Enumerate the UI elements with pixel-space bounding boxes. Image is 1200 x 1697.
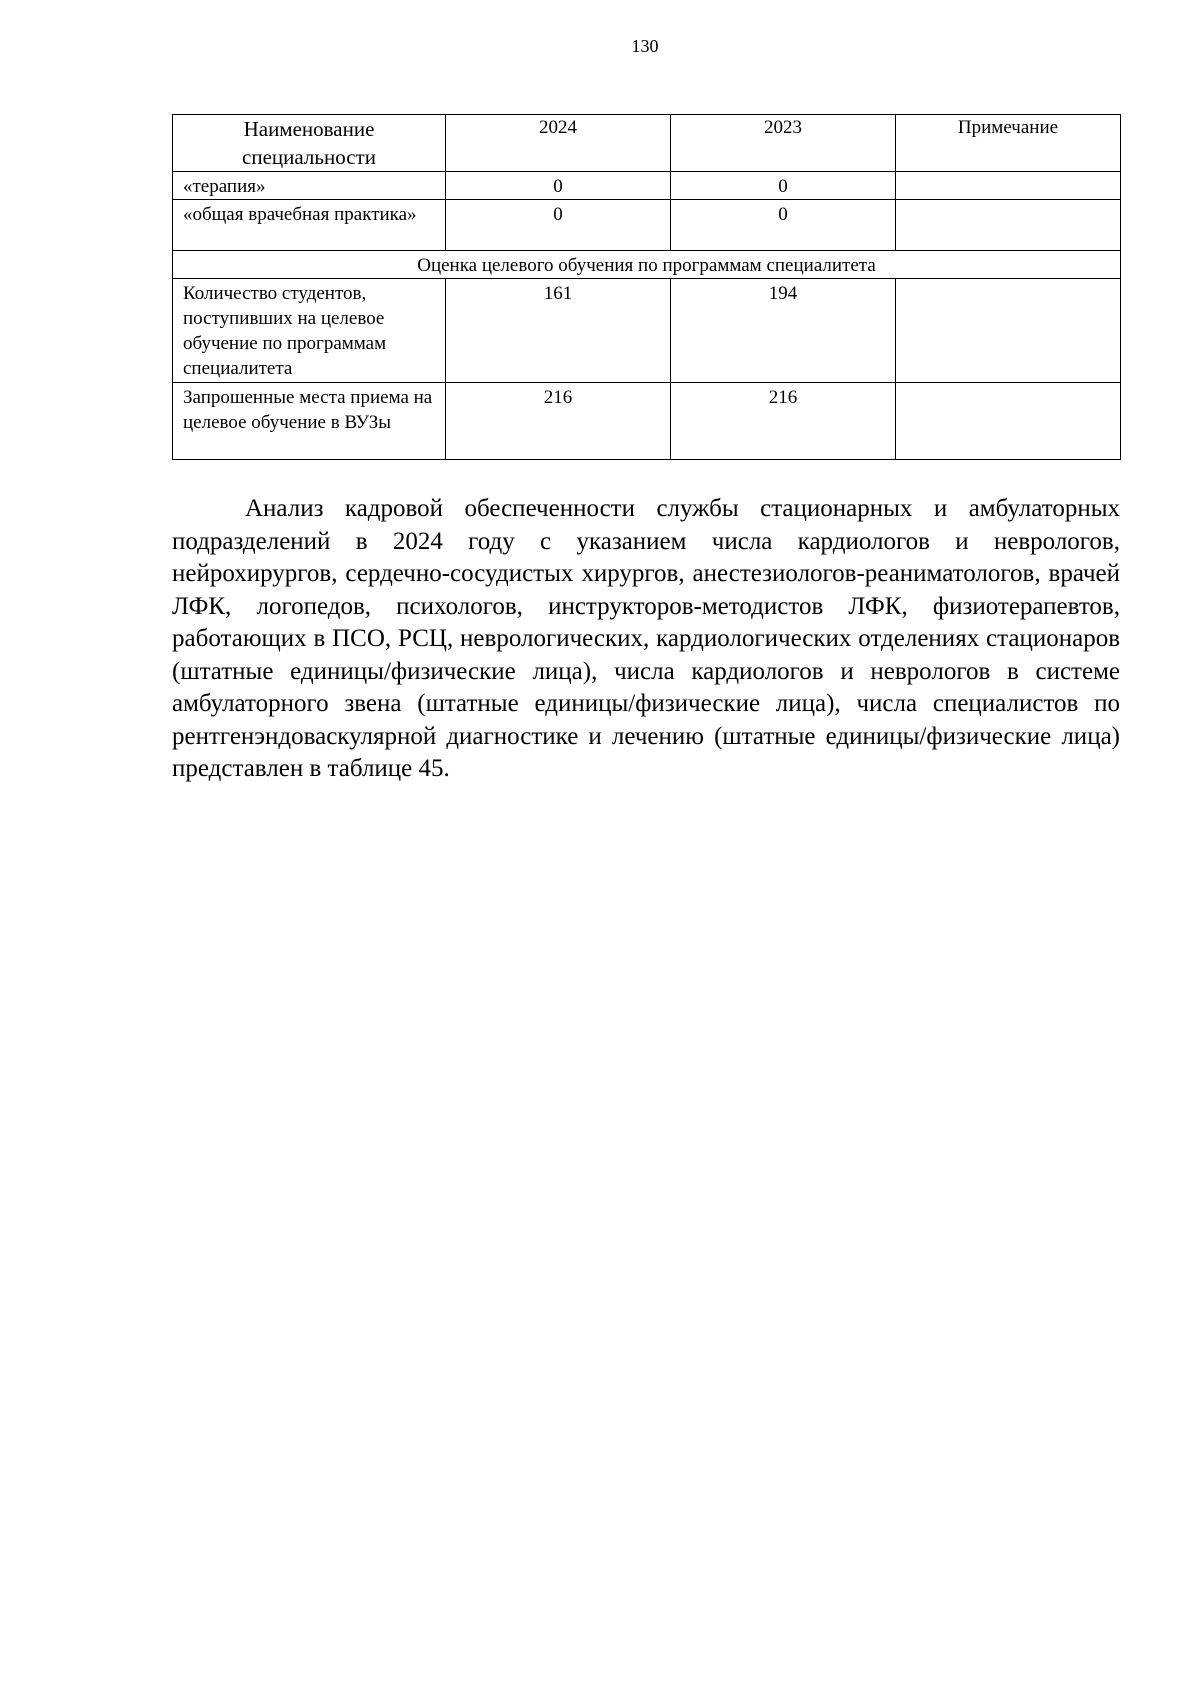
cell-specialty-name: Запрошенные места приема на целевое обучение в ВУЗы <box>173 383 446 460</box>
table-row <box>173 383 1121 460</box>
specialty-table <box>172 114 1121 460</box>
table-row <box>173 279 1121 383</box>
cell-2024: 161 <box>446 279 671 383</box>
header-2024: 2024 <box>446 115 671 172</box>
page-number: 130 <box>631 36 659 56</box>
cell-2024: 0 <box>446 172 671 200</box>
body-paragraph: Анализ кадровой обеспеченности службы стационарных и амбулаторных подразделений в 2024 году с указанием числа кардиологов и неврологов, нейрохирургов, сердечно-сосудистых хирургов, анестезиологов-реаниматологов, врачей ЛФК, логопедов, психологов, инструкторов-методистов ЛФК, физиотерапевтов, работающих в ПСО, РСЦ, неврологических, кардиологических отделениях стационаров (штатные единицы/физические лица), числа кардиологов и неврологов в системе амбулаторного звена (штатные единицы/физические лица), числа специалистов по рентгенэндоваскулярной диагностике и лечению (штатные единицы/физические лица) представлен в таблице 45. <box>172 495 1120 782</box>
section-title: Оценка целевого обучения по программам специалитета <box>173 251 1121 279</box>
cell-specialty-name: «общая врачебная практика» <box>173 200 446 251</box>
cell-note <box>896 279 1121 383</box>
table-section-row <box>173 251 1121 279</box>
cell-2023: 0 <box>671 200 896 251</box>
cell-2023: 0 <box>671 172 896 200</box>
cell-2023: 216 <box>671 383 896 460</box>
cell-note <box>896 172 1121 200</box>
table-row <box>173 172 1121 200</box>
cell-specialty-name: «терапия» <box>173 172 446 200</box>
header-specialty-name: Наименование специальности <box>173 115 446 172</box>
cell-2023: 194 <box>671 279 896 383</box>
cell-2024: 216 <box>446 383 671 460</box>
cell-note <box>896 200 1121 251</box>
header-note: Примечание <box>896 115 1121 172</box>
table-header-row <box>173 115 1121 172</box>
cell-note <box>896 383 1121 460</box>
header-2023: 2023 <box>671 115 896 172</box>
cell-specialty-name: Количество студентов, поступивших на целевое обучение по программам специалитета <box>173 279 446 383</box>
cell-2024: 0 <box>446 200 671 251</box>
table-row <box>173 200 1121 251</box>
